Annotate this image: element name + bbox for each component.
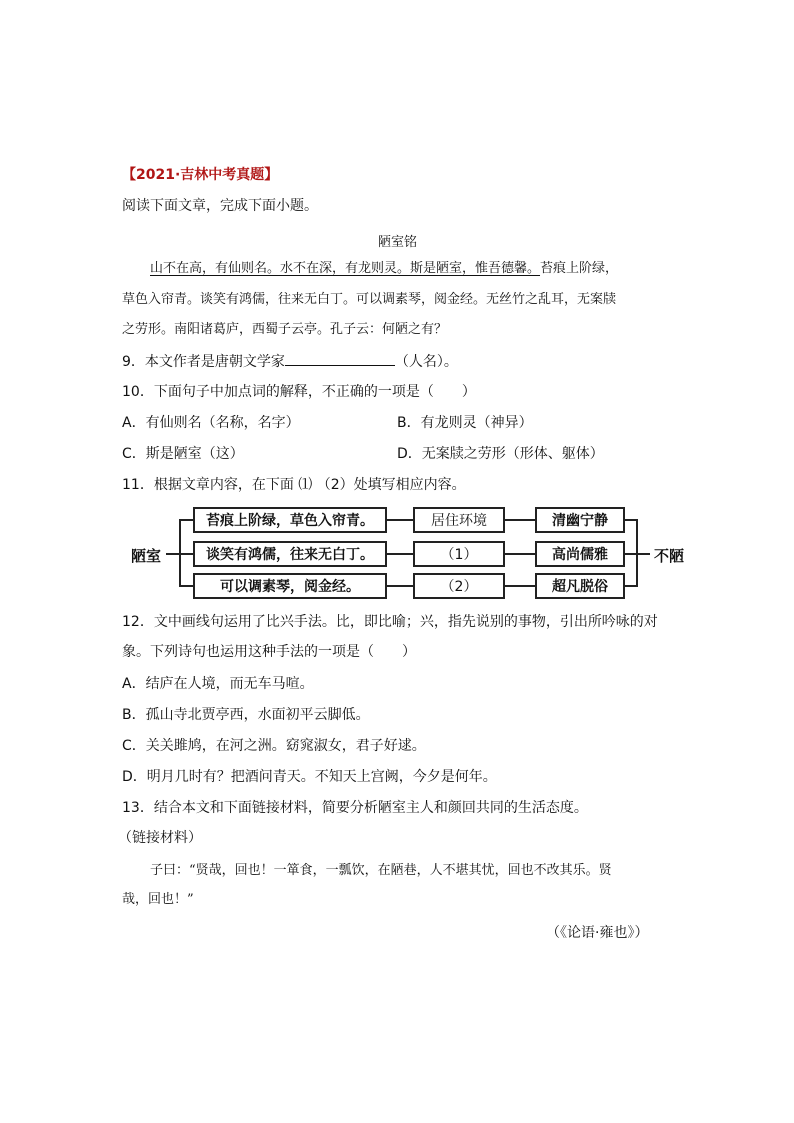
quality-box-3: 超凡脱俗: [535, 573, 625, 599]
aspect-box-1: 居住环境: [413, 507, 505, 533]
q12-option-c: C．关关雎鸠，在河之洲。窈窕淑女，君子好逑。: [122, 738, 426, 754]
question-13-stem: 13．结合本文和下面链接材料，简要分析陋室主人和颜回共同的生活态度。: [122, 800, 588, 816]
question-9: [122, 352, 458, 371]
connector: [505, 585, 535, 587]
question-11-stem: 11．根据文章内容，在下面 ⑴ （2）处填写相应内容。: [122, 477, 466, 493]
connector: [505, 553, 535, 555]
right-bracket-stem: [636, 553, 650, 555]
article-line-1: [150, 260, 618, 278]
quality-box-1: 清幽宁静: [535, 507, 625, 533]
citation: （《论语·雍也》）: [546, 925, 649, 941]
quote-box-3: 可以调素琴，阅金经。: [193, 573, 387, 599]
material-line-1: 子曰：“贤哉，回也！一箪食，一瓢饮，在陋巷，人不堪其忧，回也不改其乐。贤: [150, 863, 612, 878]
bracket-arm: [179, 519, 193, 521]
bracket-arm: [179, 553, 193, 555]
q12-option-b: B．孤山寺北贾亭西，水面初平云脚低。: [122, 707, 370, 723]
article-line-1-rest: 苔痕上阶绿，: [540, 261, 619, 276]
aspect-box-2: （1）: [413, 541, 505, 567]
underlined-sentence: 山不在高，有仙则名。水不在深，有龙则灵。斯是陋室，惟吾德馨。: [150, 261, 541, 276]
material-line-2: 哉，回也！”: [122, 892, 194, 907]
connector: [387, 585, 413, 587]
q10-option-a: A．有仙则名（名称，名字）: [122, 415, 300, 431]
quality-box-2: 高尚儒雅: [535, 541, 625, 567]
question-12-stem-line-1: 12．文中画线句运用了比兴手法。比，即比喻；兴，指先说别的事物，引出所吟咏的对: [122, 614, 658, 630]
q10-option-c: C．斯是陋室（这）: [122, 446, 244, 462]
material-label: （链接材料）: [118, 830, 202, 846]
q12-option-a: A．结庐在人境，而无车马喧。: [122, 676, 314, 692]
diagram-left-label: 陋室: [131, 547, 162, 565]
bracket-arm: [179, 585, 193, 587]
answer-blank[interactable]: [285, 352, 395, 366]
question-10-stem: 10．下面句子中加点词的解释，不正确的一项是（ ）: [122, 384, 476, 400]
q9-tail: （人名）。: [394, 354, 458, 370]
connector: [505, 519, 535, 521]
q9-stem: 9．本文作者是唐朝文学家: [122, 354, 285, 370]
q10-option-d: D．无案牍之劳形（形体、躯体）: [397, 446, 604, 462]
instruction: 阅读下面文章，完成下面小题。: [122, 198, 318, 214]
aspect-box-3: （2）: [413, 573, 505, 599]
article-title: 陋室铭: [378, 235, 418, 250]
connector: [387, 553, 413, 555]
article-line-2: 草色入帘青。谈笑有鸿儒，往来无白丁。可以调素琴，阅金经。无丝竹之乱耳，无案牍: [122, 292, 617, 307]
source-label: 【2021·吉林中考真题】: [122, 167, 279, 183]
quote-box-1: 苔痕上阶绿，草色入帘青。: [193, 507, 387, 533]
connector: [387, 519, 413, 521]
article-line-3: 之劳形。南阳诸葛庐，西蜀子云亭。孔子云：何陋之有？: [122, 322, 448, 337]
question-12-stem-line-2: 象。下列诗句也运用这种手法的一项是（ ）: [122, 644, 416, 660]
left-bracket-stem: [166, 553, 180, 555]
diagram-right-label: 不陋: [654, 547, 685, 565]
q10-option-b: B．有龙则灵（神异）: [397, 415, 533, 431]
q12-option-d: D．明月几时有？把酒问青天。不知天上宫阙，今夕是何年。: [122, 769, 497, 785]
quote-box-2: 谈笑有鸿儒，往来无白丁。: [193, 541, 387, 567]
